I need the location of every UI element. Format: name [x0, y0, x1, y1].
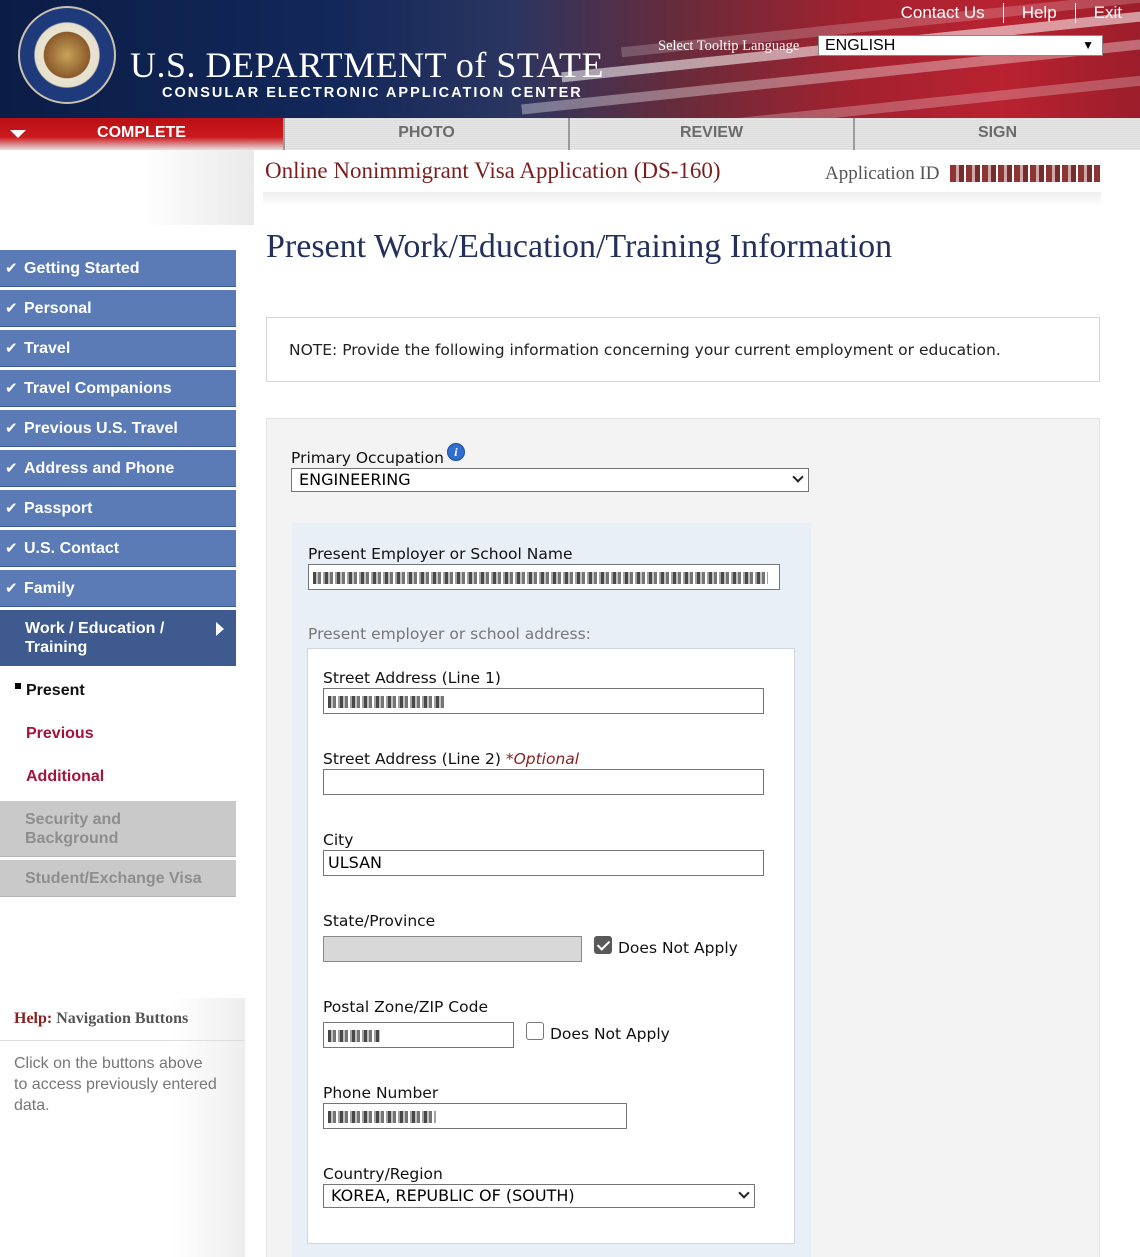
- select-value: ENGINEERING: [299, 470, 411, 489]
- field-label: Primary Occupation: [291, 449, 444, 467]
- sidebar-item-label: Student/Exchange Visa: [25, 870, 202, 887]
- section-nav: [0, 250, 236, 900]
- sidebar-subitem-label: Additional: [26, 768, 105, 785]
- chevron-down-icon: ▼: [1082, 38, 1094, 52]
- postal-label: Postal Zone/ZIP Code: [323, 998, 488, 1016]
- sidebar-item-label: Passport: [24, 500, 93, 517]
- page-title: Present Work/Education/Training Information: [266, 228, 893, 265]
- help-link[interactable]: Help: [1003, 3, 1075, 23]
- tab-review[interactable]: [570, 118, 855, 150]
- primary-occupation-select[interactable]: [291, 468, 809, 492]
- employer-name-label: Present Employer or School Name: [308, 545, 573, 563]
- help-lead: Help:: [14, 1010, 53, 1027]
- field-label: Street Address (Line 2): [323, 750, 501, 768]
- application-title: Online Nonimmigrant Visa Application (DS-160): [265, 158, 721, 183]
- note-box: NOTE: Provide the following information concerning your current employment or education.: [266, 317, 1100, 382]
- sidebar-subitem-label: Present: [26, 682, 85, 699]
- sidebar-item-label: Security and: [25, 811, 122, 828]
- application-id-redacted: [950, 165, 1100, 182]
- state-input: [323, 936, 582, 962]
- sidebar-subitem-additional[interactable]: [0, 755, 236, 798]
- sidebar-item-label: Address and Phone: [24, 460, 175, 477]
- sidebar-item-security-background: [0, 801, 236, 857]
- sidebar-item-label: Background: [25, 830, 119, 847]
- contact-us-link[interactable]: Contact Us: [900, 3, 985, 22]
- application-id-label: Application ID: [825, 163, 940, 184]
- sidebar-item-personal[interactable]: [0, 290, 236, 327]
- street1-input[interactable]: [323, 688, 764, 714]
- checkmark-icon: ✔: [5, 540, 18, 557]
- checkmark-icon: ✔: [5, 380, 18, 397]
- street1-label: Street Address (Line 1): [323, 669, 501, 687]
- postal-does-not-apply-label: Does Not Apply: [550, 1025, 670, 1043]
- sidebar-item-student-exchange-visa: [0, 860, 236, 897]
- country-label: Country/Region: [323, 1165, 443, 1183]
- country-select[interactable]: [323, 1184, 755, 1208]
- sidebar-subitem-label: Previous: [26, 725, 94, 742]
- brand-title: U.S. DEPARTMENT of STATE: [130, 45, 605, 85]
- state-label: State/Province: [323, 912, 436, 930]
- sidebar-item-travel-companions[interactable]: [0, 370, 236, 407]
- address-heading: Present employer or school address:: [308, 625, 591, 643]
- phone-label: Phone Number: [323, 1084, 439, 1102]
- triangle-down-icon: [10, 130, 26, 138]
- divider: [263, 192, 1101, 206]
- sidebar-item-travel[interactable]: [0, 330, 236, 367]
- tab-sign[interactable]: [855, 118, 1140, 150]
- divider: [0, 1040, 245, 1041]
- bullet-icon: [15, 683, 21, 689]
- checkmark-icon: ✔: [5, 260, 18, 277]
- sidebar-item-us-contact[interactable]: [0, 530, 236, 567]
- address-section: [307, 648, 795, 1244]
- sidebar-item-label: U.S. Contact: [24, 540, 120, 557]
- help-heading: Navigation Buttons: [56, 1010, 189, 1027]
- state-does-not-apply-label: Does Not Apply: [618, 939, 738, 957]
- primary-occupation-label: [291, 445, 465, 467]
- sidebar-item-label: Training: [25, 639, 88, 656]
- tooltip-language-label: Select Tooltip Language: [658, 38, 800, 54]
- chevron-down-icon: [738, 1187, 749, 1198]
- help-title: [14, 1010, 188, 1028]
- sidebar-item-getting-started[interactable]: [0, 250, 236, 287]
- checkmark-icon: ✔: [5, 460, 18, 477]
- department-of-state-seal-icon: [18, 6, 116, 104]
- employer-section: [292, 523, 811, 1257]
- triangle-right-icon: [216, 622, 224, 636]
- postal-input[interactable]: [323, 1022, 514, 1048]
- redacted-value: [328, 696, 446, 708]
- optional-marker: *Optional: [505, 750, 580, 768]
- tab-label: COMPLETE: [97, 124, 186, 141]
- checkmark-icon: ✔: [5, 420, 18, 437]
- tooltip-language-select[interactable]: [818, 35, 1103, 56]
- sidebar-item-label: Personal: [24, 300, 92, 317]
- sidebar-item-address-and-phone[interactable]: [0, 450, 236, 487]
- help-text: Click on the buttons above to access previously entered data.: [14, 1055, 217, 1114]
- sidebar-item-label: Getting Started: [24, 260, 140, 277]
- state-does-not-apply-checkbox[interactable]: [594, 936, 612, 954]
- tab-complete[interactable]: [0, 118, 285, 150]
- info-icon[interactable]: i: [447, 443, 465, 461]
- tab-photo[interactable]: [285, 118, 570, 150]
- city-label: City: [323, 831, 354, 849]
- street2-label: [323, 750, 579, 768]
- sidebar-item-previous-us-travel[interactable]: [0, 410, 236, 447]
- sidebar-item-family[interactable]: [0, 570, 236, 607]
- sidebar-item-label: Travel: [24, 340, 71, 357]
- redacted-value: [313, 572, 768, 584]
- employer-name-input[interactable]: [308, 564, 780, 590]
- brand-subtitle: CONSULAR ELECTRONIC APPLICATION CENTER: [162, 85, 583, 101]
- sidebar-subitem-previous[interactable]: [0, 712, 236, 755]
- tooltip-language-value: ENGLISH: [825, 37, 896, 54]
- tab-label: REVIEW: [679, 124, 744, 141]
- redacted-value: [328, 1111, 436, 1123]
- street2-input[interactable]: [323, 769, 764, 795]
- checkmark-icon: ✔: [5, 580, 18, 597]
- form-panel: [266, 418, 1100, 1257]
- sidebar-item-work-education-training[interactable]: [0, 610, 236, 666]
- top-links: [883, 0, 1140, 26]
- checkmark-icon: ✔: [5, 500, 18, 517]
- sidebar-item-label: Previous U.S. Travel: [24, 420, 178, 437]
- tab-label: SIGN: [977, 124, 1018, 141]
- help-panel: [0, 998, 245, 1257]
- checkmark-icon: ✔: [5, 300, 18, 317]
- checkmark-icon: ✔: [5, 340, 18, 357]
- phone-input[interactable]: [323, 1103, 627, 1129]
- city-input[interactable]: ULSAN: [323, 850, 764, 876]
- step-tabs: [0, 118, 1140, 150]
- sidebar-item-label: Travel Companions: [24, 380, 172, 397]
- sidebar-item-passport[interactable]: [0, 490, 236, 527]
- exit-link[interactable]: Exit: [1075, 3, 1140, 23]
- chevron-down-icon: [792, 471, 803, 482]
- sidebar-item-label: Work / Education /: [25, 620, 165, 637]
- sidebar-subitem-present[interactable]: [0, 669, 236, 712]
- select-value: KOREA, REPUBLIC OF (SOUTH): [331, 1186, 575, 1205]
- postal-does-not-apply-checkbox[interactable]: [526, 1022, 544, 1040]
- tab-label: PHOTO: [398, 124, 455, 141]
- redacted-value: [328, 1030, 380, 1042]
- site-header: [0, 0, 1140, 118]
- sidebar-item-label: Family: [24, 580, 75, 597]
- sidebar-top-fade: [0, 150, 254, 225]
